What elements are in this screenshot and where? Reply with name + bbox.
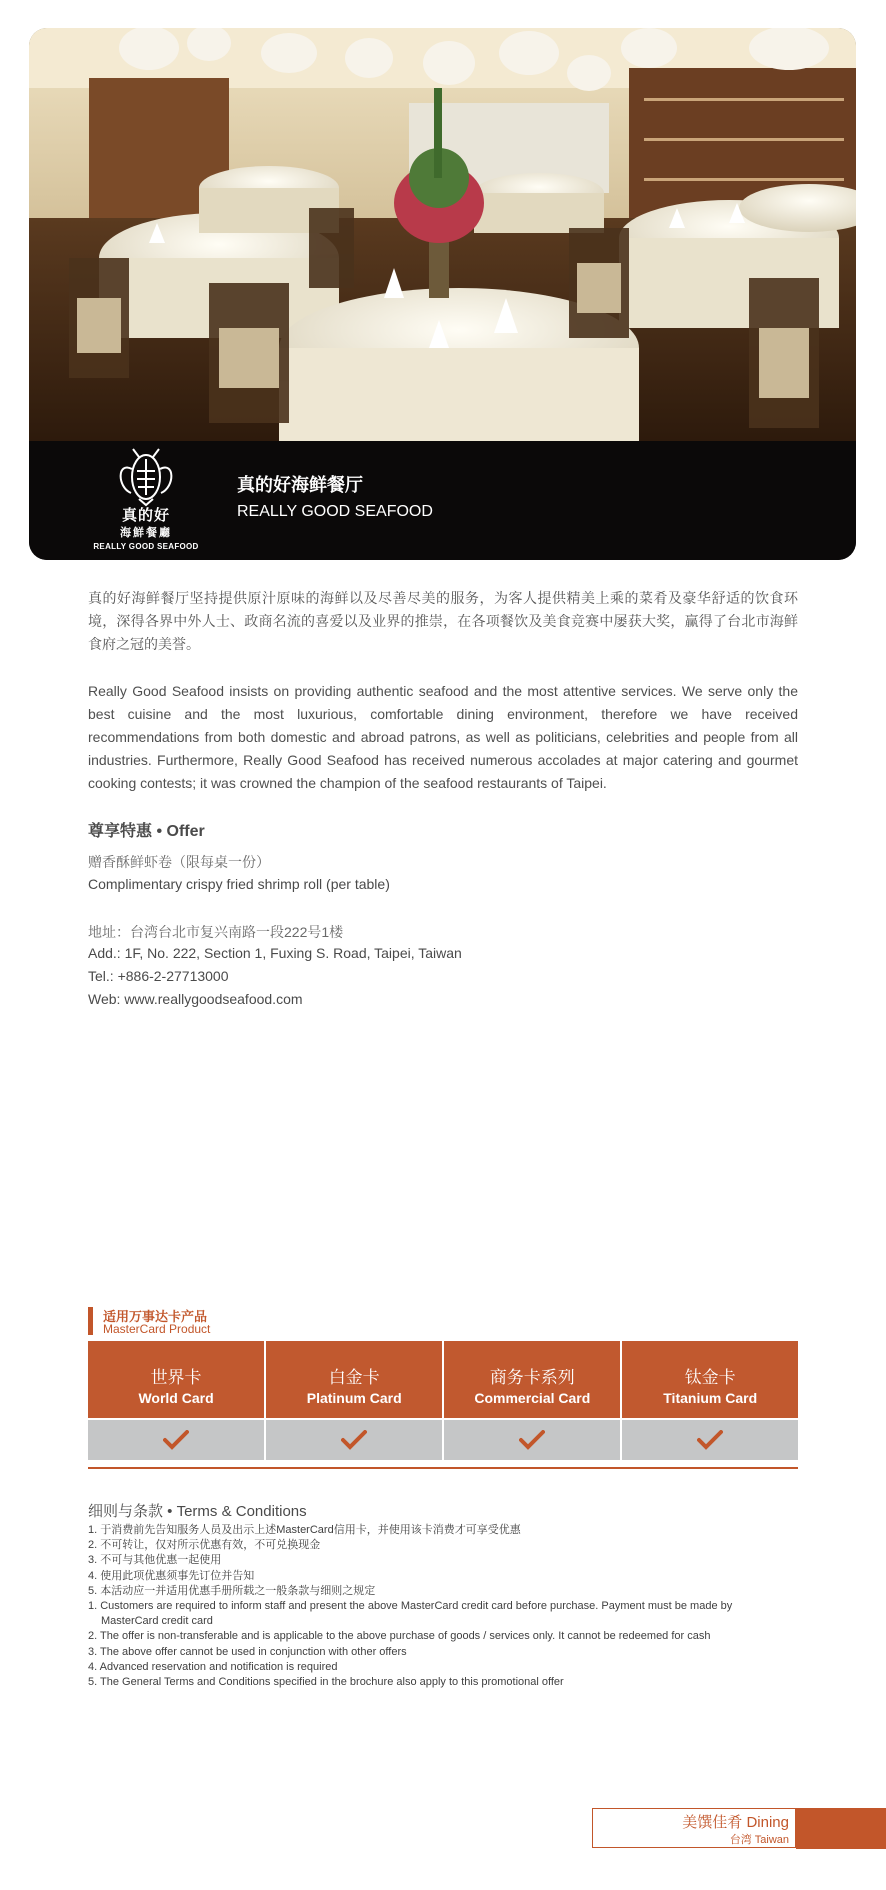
restaurant-name-en: REALLY GOOD SEAFOOD bbox=[237, 503, 433, 520]
eligibility-cell bbox=[622, 1420, 798, 1460]
card-name-cn: 钛金卡 bbox=[684, 1368, 736, 1387]
card-name-cn: 世界卡 bbox=[150, 1368, 202, 1387]
card-name-en: World Card bbox=[138, 1390, 214, 1406]
category-tag bbox=[592, 1808, 886, 1850]
terms-item-en: 5. The General Terms and Conditions specified in the brochure also apply to this promotional offer bbox=[88, 1676, 564, 1689]
terms-item-cn: 4. 使用此项优惠须事先订位并告知 bbox=[88, 1569, 255, 1582]
card-column-titanium bbox=[622, 1341, 798, 1460]
checkmark-icon bbox=[519, 1430, 545, 1450]
terms-item-cn: 3. 不可与其他优惠一起使用 bbox=[88, 1554, 222, 1567]
card-name-cn: 商务卡系列 bbox=[489, 1368, 575, 1387]
logo-chinese-name: 真的好 bbox=[121, 506, 170, 524]
region-label: 台湾 Taiwan bbox=[729, 1834, 789, 1846]
offer-heading: 尊享特惠 • Offer bbox=[88, 823, 205, 840]
hero-banner bbox=[29, 28, 856, 560]
mastercard-heading-en: MasterCard Product bbox=[103, 1322, 211, 1336]
lobster-icon bbox=[87, 447, 205, 507]
logo-chinese-subtitle: 海鮮餐廳 bbox=[120, 526, 172, 539]
section-accent-bar bbox=[88, 1307, 93, 1335]
terms-item-cn: 2. 不可转让，仅对所示优惠有效，不可兑换现金 bbox=[88, 1539, 321, 1552]
mastercard-heading-cn: 适用万事达卡产品 bbox=[103, 1309, 208, 1324]
category-label-box bbox=[592, 1808, 796, 1848]
brand-bar bbox=[29, 441, 856, 560]
card-column-platinum bbox=[266, 1341, 442, 1460]
address-en: Add.: 1F, No. 222, Section 1, Fuxing S. Road, Taipei, Taiwan bbox=[88, 945, 462, 961]
terms-item-en: 4. Advanced reservation and notification is required bbox=[88, 1660, 338, 1673]
description-cn: 真的好海鲜餐厅坚持提供原汁原味的海鲜以及尽善尽美的服务，为客人提供精美上乘的菜肴及豪华舒适的饮食环境，深得各界中外人士、政商名流的喜爱以及业界的推崇，在各项餐饮及美食竞赛中屡获大奖，赢得了台北市海鲜食府之冠的美誉。 bbox=[88, 590, 798, 652]
restaurant-name-cn: 真的好海鲜餐厅 bbox=[237, 475, 363, 495]
terms-list bbox=[88, 1523, 788, 1690]
card-name-en: Commercial Card bbox=[474, 1390, 591, 1406]
restaurant-photo bbox=[29, 28, 856, 441]
phone-number: Tel.: +886-2-27713000 bbox=[88, 968, 229, 984]
logo-english-name: REALLY GOOD SEAFOOD bbox=[93, 542, 199, 551]
terms-item-en: 3. The above offer cannot be used in conjunction with other offers bbox=[88, 1645, 407, 1658]
card-name-en: Platinum Card bbox=[306, 1390, 402, 1406]
eligibility-cell bbox=[266, 1420, 442, 1460]
checkmark-icon bbox=[697, 1430, 723, 1450]
description-en: Really Good Seafood insists on providing authentic seafood and the most attentive services. We serve only the best cuisine and the most luxurious, comfortable dining environment, therefore we have received recommendations from both domestic and abroad patrons, as well as politicians, celebrities and people from all industries. Furthermore, Really Good Seafood has received numerous accolades at major catering and gourmet cooking contests; it was crowned the champion of the seafood restaurants of Taipei. bbox=[88, 683, 798, 791]
checkmark-icon bbox=[341, 1430, 367, 1450]
card-column-commercial bbox=[444, 1341, 620, 1460]
terms-heading: 细则与条款 • Terms & Conditions bbox=[88, 1503, 307, 1520]
website-link[interactable]: Web: www.reallygoodseafood.com bbox=[88, 991, 303, 1007]
section-divider bbox=[88, 1467, 798, 1469]
terms-item-cn: 5. 本活动应一并适用优惠手册所载之一般条款与细则之规定 bbox=[88, 1584, 376, 1597]
category-color-tab bbox=[796, 1808, 886, 1849]
card-header bbox=[266, 1341, 442, 1418]
terms-item-cn: 1. 于消费前先告知服务人员及出示上述MasterCard信用卡，并使用该卡消费才可享受优惠 bbox=[88, 1524, 521, 1536]
category-label: 美馔佳肴 Dining bbox=[682, 1814, 789, 1831]
terms-item-en: 1. Customers are required to inform staff and present the above MasterCard credit card before purchase. Payment must be made by MasterCard credit card bbox=[88, 1600, 733, 1628]
eligibility-cell bbox=[88, 1420, 264, 1460]
card-header bbox=[444, 1341, 620, 1418]
address-cn: 地址：台湾台北市复兴南路一段222号1楼 bbox=[88, 924, 344, 940]
card-header bbox=[622, 1341, 798, 1418]
offer-text-en: Complimentary crispy fried shrimp roll (per table) bbox=[88, 876, 390, 892]
card-column-world bbox=[88, 1341, 264, 1460]
restaurant-logo bbox=[87, 447, 205, 557]
card-header bbox=[88, 1341, 264, 1418]
offer-text-cn: 赠香酥鲜虾卷（限每桌一份） bbox=[88, 854, 270, 870]
card-name-cn: 白金卡 bbox=[328, 1368, 380, 1387]
card-eligibility-table bbox=[88, 1341, 798, 1460]
eligibility-cell bbox=[444, 1420, 620, 1460]
checkmark-icon bbox=[163, 1430, 189, 1450]
card-name-en: Titanium Card bbox=[663, 1390, 758, 1406]
terms-item-en: 2. The offer is non-transferable and is applicable to the above purchase of goods / services only. It cannot be redeemed for cash bbox=[88, 1630, 711, 1643]
